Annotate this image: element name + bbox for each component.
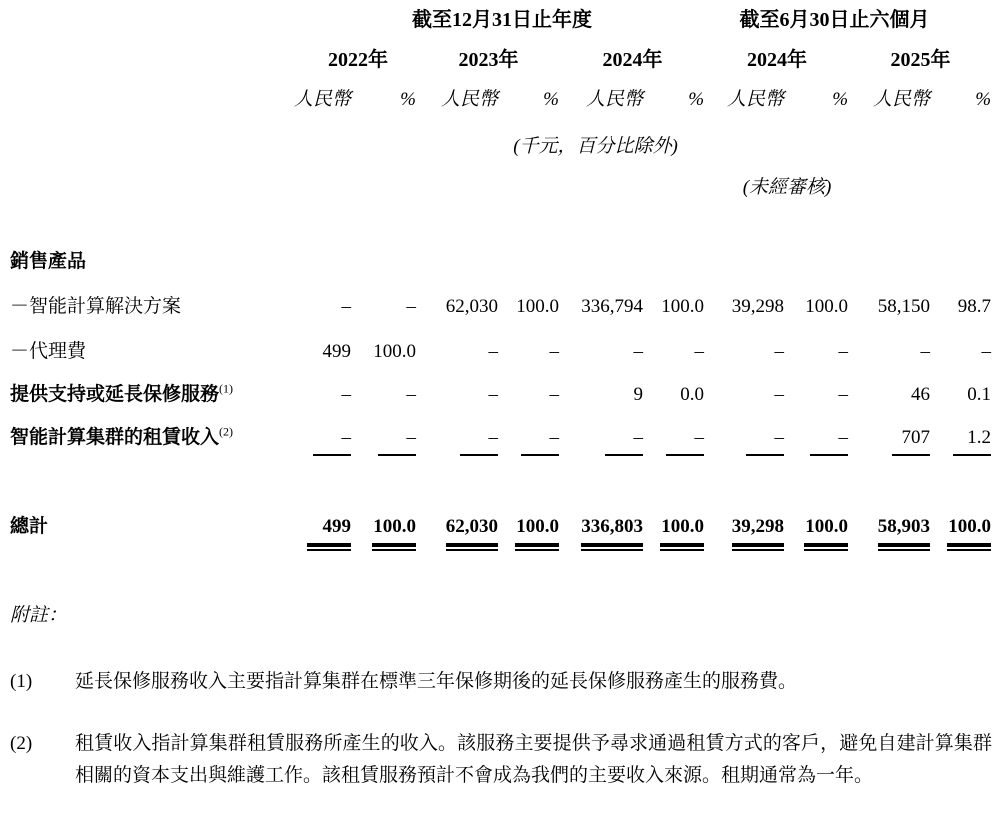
cell: – [521,426,559,456]
unit-pct: % [400,89,416,110]
year-2023: 2023年 [458,49,519,71]
footnote-ref-2: (2) [219,424,234,439]
cell: 58,150 [877,296,931,317]
period-header-interim: 截至6月30日止六個月 [739,9,930,31]
cell: 39,298 [731,296,785,317]
cell: 336,803 [581,515,643,551]
cell: 336,794 [581,296,643,317]
unit-rmb: 人民幣 [293,89,351,110]
unaudited-note-row [0,160,993,205]
cell: – [549,384,559,405]
unit-pct: % [543,89,559,110]
table-row-sales-products [0,250,993,295]
cell: 100.0 [660,515,704,551]
cell: – [313,426,351,456]
table-row-total [0,515,993,570]
cell: – [746,426,784,456]
cell: 100.0 [805,296,849,317]
cell: – [549,341,559,362]
row-label: 提供支持或延長保修服務$^{(1)}$ [10,381,234,405]
footnote-text: 租賃收入指計算集群租賃服務所產生的收入。該服務主要提供予尋求通過租賃方式的客戶，避免自建計算集群相關的資本支出與維護工作。該租賃服務預計不會成為我們的主要收入來源。租期通常為一年。 [75,733,992,786]
cell: – [488,384,498,405]
cell: – [406,296,416,317]
cell: – [341,296,351,317]
cell: 98.7 [957,296,992,317]
cell: 707 [892,426,930,456]
table-row-intelligent-computing-solutions [0,295,993,340]
cell: 100.0 [661,296,705,317]
cell: 46 [911,384,931,405]
footnote-text: 延長保修服務收入主要指計算集群在標準三年保修期後的延長保修服務產生的服務費。 [75,671,798,692]
cell: 39,298 [732,515,784,551]
footnote-2 [10,728,992,792]
cell: 100.0 [516,296,559,317]
cell: – [488,341,498,362]
year-2025-interim: 2025年 [890,49,951,71]
cell: – [774,384,785,405]
cell: – [605,426,643,456]
cell: – [406,384,416,405]
unaudited-note: (未經審核) [742,177,832,198]
unit-pct: % [688,89,705,110]
year-2022: 2022年 [328,49,388,71]
cell: 499 [307,515,351,551]
cell: – [378,426,416,456]
table-row-support-warranty-services [0,383,993,426]
cell: 1.2 [953,426,991,456]
cell: 100.0 [947,515,991,551]
footnote-1 [10,666,992,698]
unit-header-row [0,80,993,115]
cell: – [694,341,705,362]
cell: – [633,341,643,362]
unit-rmb: 人民幣 [440,89,498,110]
row-label: －代理費 [10,341,87,362]
unit-rmb: 人民幣 [873,89,931,110]
year-2024: 2024年 [602,49,663,71]
year-2024-interim: 2024年 [747,49,808,71]
footnote-marker: (1) [10,671,33,692]
unit-rmb: 人民幣 [585,89,643,110]
row-label: 智能計算集群的租賃收入$^{(2)}$ [10,424,234,448]
cell: 9 [633,384,643,405]
cell: 100.0 [515,515,559,551]
cell: – [666,426,704,456]
cell: – [810,426,848,456]
scale-note-row [0,115,993,160]
table-row-agency-fees [0,340,993,383]
year-header-row [0,40,993,80]
footnotes-heading: 附註： [10,605,68,626]
period-header-row [0,0,993,40]
cell: – [920,341,931,362]
footnote-ref-1: (1) [219,381,234,396]
cell: – [341,384,351,405]
period-header-annual: 截至12月31日止年度 [412,9,593,31]
spacer-row [0,470,993,515]
unit-pct: % [832,89,849,110]
cell: 62,030 [445,296,498,317]
cell: 499 [322,341,351,362]
cell: 0.0 [680,384,705,405]
cell: 62,030 [446,515,498,551]
cell: – [838,384,849,405]
cell: – [981,341,992,362]
cell: – [460,426,498,456]
cell: – [838,341,849,362]
unit-pct: % [975,89,992,110]
cell: 100.0 [372,515,416,551]
unit-rmb: 人民幣 [727,89,785,110]
cell: 100.0 [373,341,416,362]
scale-note: (千元，百分比除外) [513,136,678,157]
table-row-cluster-rental-income [0,426,993,470]
cell: 0.1 [967,384,992,405]
cell: – [774,341,785,362]
footnotes-section [10,604,992,792]
row-label: 銷售產品 [10,251,87,272]
row-label: 總計 [10,516,49,537]
row-label: －智能計算解決方案 [10,296,182,317]
spacer-row [0,205,993,250]
cell: 100.0 [804,515,848,551]
cell: 58,903 [878,515,930,551]
footnote-marker: (2) [10,733,33,754]
